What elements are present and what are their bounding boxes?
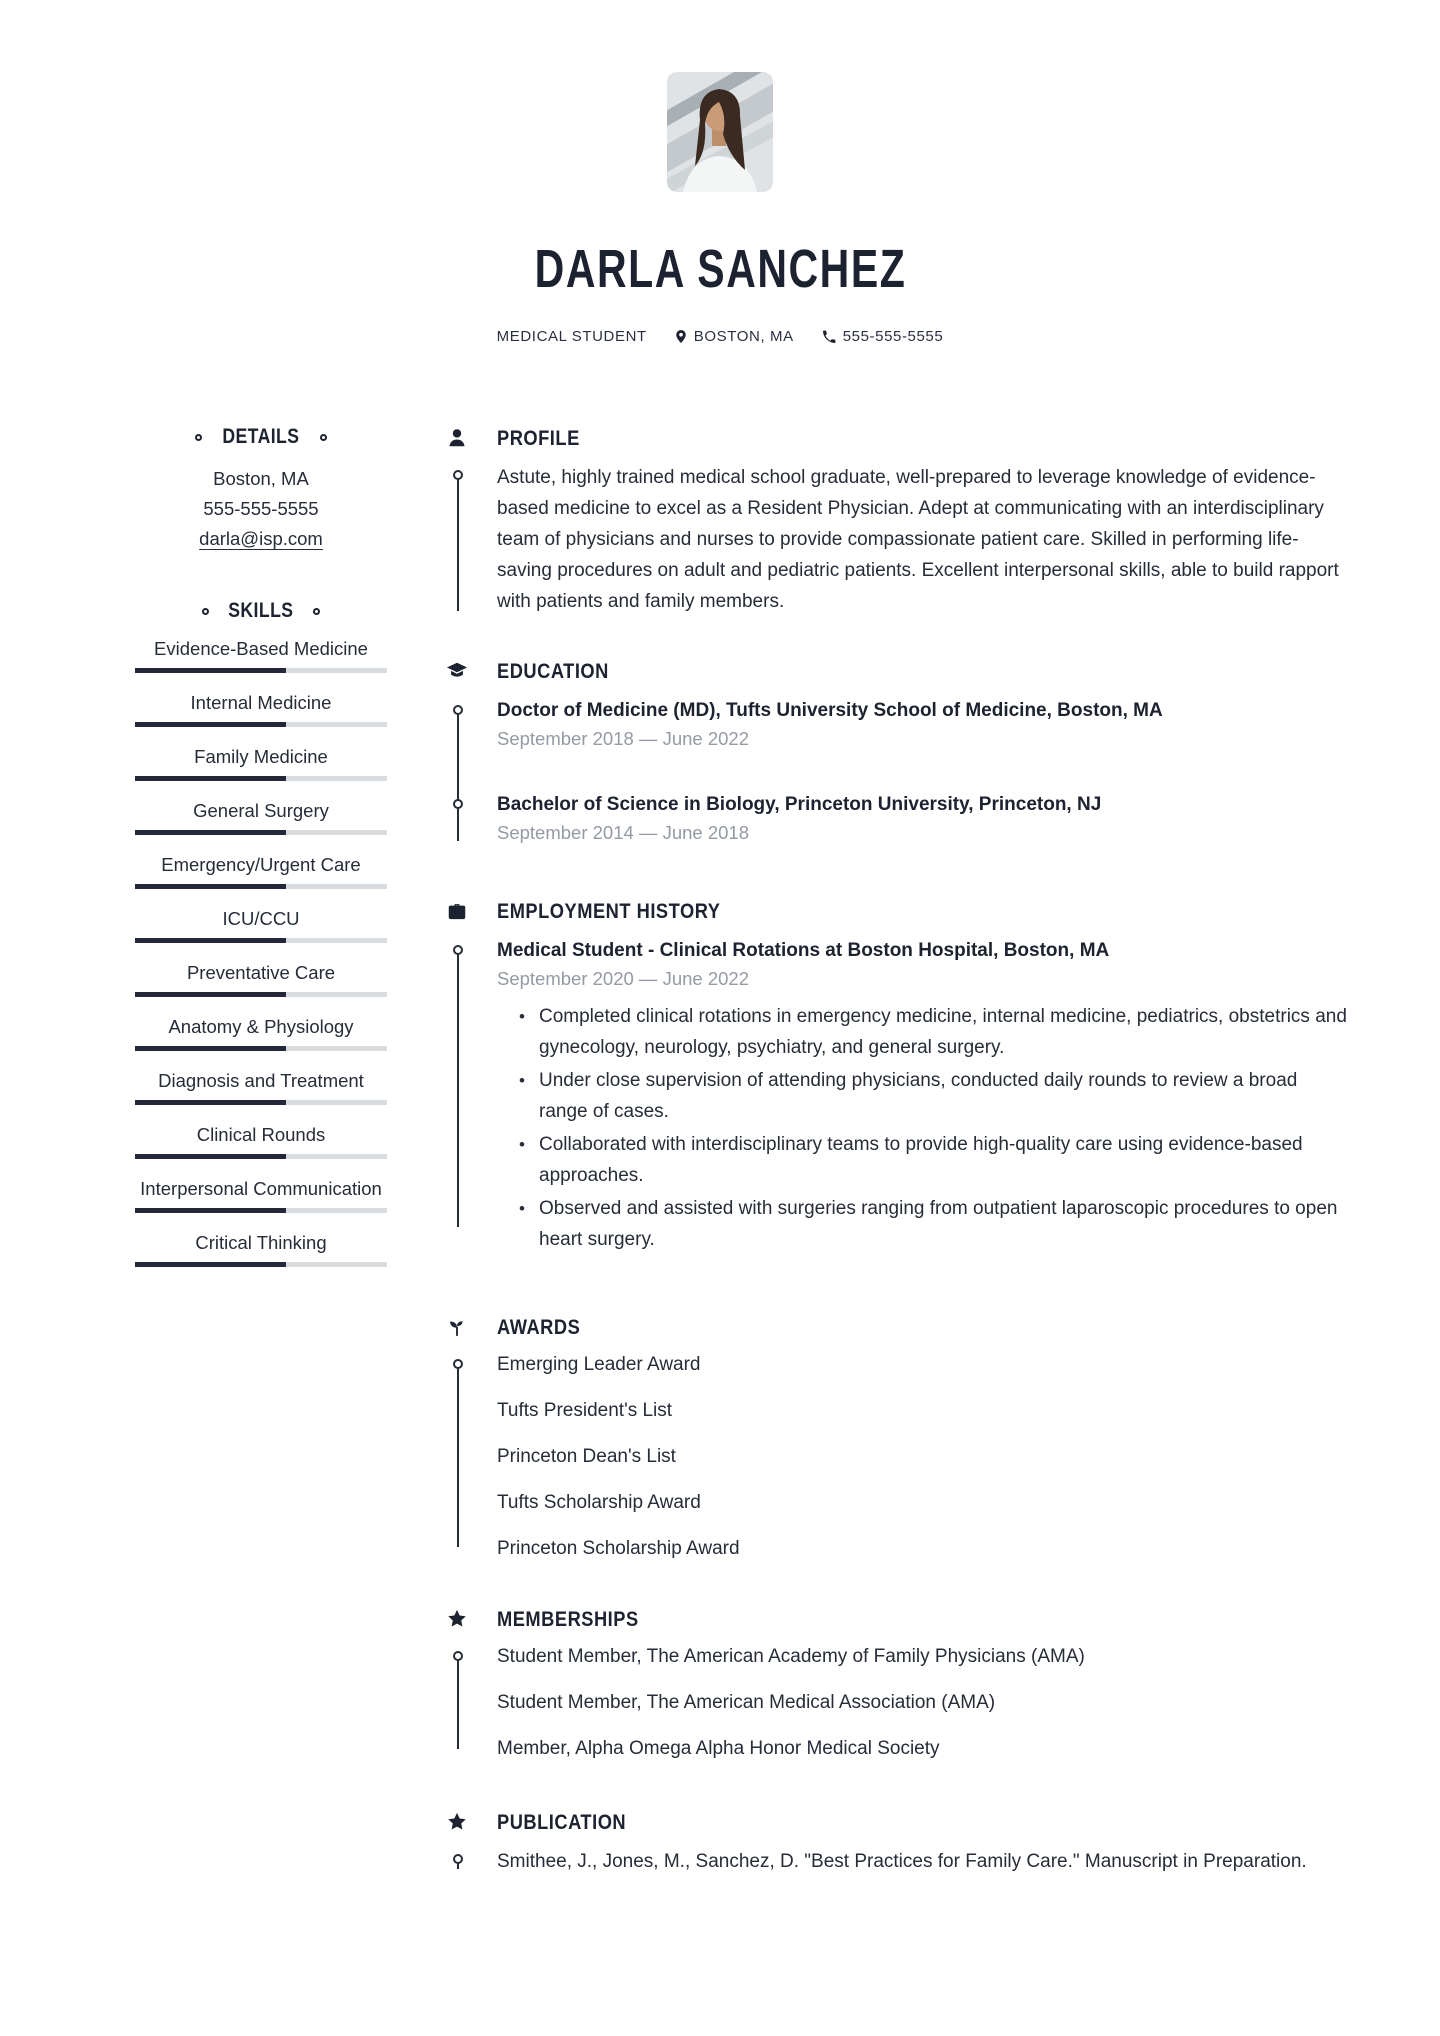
- skill-item: Diagnosis and Treatment: [100, 1070, 422, 1105]
- skill-item: Family Medicine: [100, 746, 422, 781]
- skill-bar: [135, 884, 387, 889]
- header-subtitle: [0, 328, 1440, 345]
- education-section: [445, 657, 1350, 847]
- role-label: MEDICAL STUDENT: [496, 328, 647, 345]
- skill-bar: [135, 992, 387, 997]
- bullet-item: • Under close supervision of attending physicians, conducted daily rounds to review a broad range of cases.: [539, 1065, 1350, 1127]
- skill-bar: [135, 668, 387, 673]
- ring-bullet-icon: [320, 434, 327, 441]
- publication-text: Smithee, J., Jones, M., Sanchez, D. "Best Practices for Family Care." Manuscript in Preparation.: [497, 1851, 1307, 1872]
- memberships-title: MEMBERSHIPS: [497, 1606, 639, 1631]
- skill-item: Emergency/Urgent Care: [100, 854, 422, 889]
- skill-bar: [135, 1046, 387, 1051]
- timeline-rail: [457, 1656, 459, 1749]
- skill-item: ICU/CCU: [100, 908, 422, 943]
- award-item: Emerging Leader Award: [497, 1351, 1350, 1379]
- education-entry: Bachelor of Science in Biology, Princeton University, Princeton, NJ September 2014 — June 2018: [497, 791, 1350, 847]
- candidate-name: DARLA SANCHEZ: [534, 239, 906, 299]
- award-item: Princeton Scholarship Award: [497, 1538, 740, 1559]
- skill-item: Clinical Rounds: [100, 1124, 422, 1159]
- award-item: Tufts President's List: [497, 1400, 673, 1421]
- page-title: [0, 238, 1440, 300]
- skill-bar: [135, 1262, 387, 1267]
- employment-section: [445, 897, 1350, 1255]
- briefcase-icon: [445, 900, 469, 922]
- skill-item: Critical Thinking: [100, 1232, 422, 1267]
- skill-bar: [135, 722, 387, 727]
- timeline-rail: [457, 1364, 459, 1547]
- details-title: DETAILS: [222, 425, 300, 448]
- awards-title: AWARDS: [497, 1314, 581, 1339]
- person-icon: [445, 427, 469, 449]
- location-label: BOSTON, MA: [693, 328, 794, 345]
- skill-bar: [135, 1154, 387, 1159]
- bullet-item: • Completed clinical rotations in emergency medicine, internal medicine, pediatrics, obstetrics and gynecology, neurology, psychiatry, and general surgery.: [539, 1001, 1350, 1063]
- employment-title: EMPLOYMENT HISTORY: [497, 898, 721, 923]
- resume-header: [0, 0, 1440, 345]
- sprout-icon: [445, 1316, 469, 1338]
- bullet-item: • Collaborated with interdisciplinary teams to provide high-quality care using evidence-based approaches.: [539, 1129, 1350, 1191]
- memberships-section: [445, 1605, 1350, 1763]
- profile-section: [445, 424, 1350, 617]
- ring-bullet-icon: [202, 608, 209, 615]
- sidebar: [100, 424, 422, 1286]
- awards-section: [445, 1313, 1350, 1563]
- award-item: Princeton Dean's List: [497, 1446, 676, 1467]
- skill-list: [100, 638, 422, 1267]
- bullet-item: • Observed and assisted with surgeries ranging from outpatient laparoscopic procedures to open heart surgery.: [539, 1193, 1350, 1255]
- timeline-marker: [497, 462, 1350, 617]
- details-location: Boston, MA: [213, 468, 309, 489]
- skill-item: Internal Medicine: [100, 692, 422, 727]
- skill-item: Anatomy & Physiology: [100, 1016, 422, 1051]
- details-phone: 555-555-5555: [203, 498, 319, 519]
- education-title: EDUCATION: [497, 658, 609, 683]
- employment-bullets: [539, 1001, 1350, 1255]
- profile-text: Astute, highly trained medical school graduate, well-prepared to leverage knowledge of evidence-based medicine to excel as a Resident Physician. Adept at communicating with an interdisciplinary team of physicians and nurses to provide compassionate patient care. Skilled in performing life-saving procedures on adult and pediatric patients. Excellent interpersonal skills, able to build rapport with patients and family members.: [497, 467, 1339, 612]
- timeline-rail: [457, 710, 459, 841]
- publication-title: PUBLICATION: [497, 1809, 627, 1834]
- skill-item: General Surgery: [100, 800, 422, 835]
- publication-entry: [497, 1846, 1350, 1877]
- skill-item: Evidence-Based Medicine: [100, 638, 422, 673]
- timeline-rail: [457, 950, 459, 1227]
- location-pin-icon: [675, 329, 687, 344]
- skill-item: Interpersonal Communication: [100, 1178, 422, 1213]
- skills-section: [100, 598, 422, 1267]
- star-icon: [445, 1811, 469, 1833]
- graduation-cap-icon: [445, 660, 469, 682]
- phone-icon: [822, 330, 836, 344]
- star-icon: [445, 1608, 469, 1630]
- timeline-rail: [457, 475, 459, 611]
- skill-bar: [135, 1208, 387, 1213]
- ring-bullet-icon: [195, 434, 202, 441]
- education-entry: Doctor of Medicine (MD), Tufts University School of Medicine, Boston, MA September 2018 — June 2022: [497, 697, 1350, 753]
- profile-photo: [667, 72, 773, 192]
- skills-title: SKILLS: [228, 599, 294, 622]
- email-link[interactable]: darla@isp.com: [199, 528, 323, 549]
- details-section: [100, 424, 422, 554]
- award-item: Tufts Scholarship Award: [497, 1492, 701, 1513]
- details-header: [100, 424, 422, 450]
- skills-header: [100, 598, 422, 624]
- membership-item: Member, Alpha Omega Alpha Honor Medical Society: [497, 1738, 940, 1759]
- skill-bar: [135, 776, 387, 781]
- skill-item: Preventative Care: [100, 962, 422, 997]
- profile-title: PROFILE: [497, 425, 580, 450]
- portrait-photo-illustration: [667, 72, 773, 192]
- membership-item: Student Member, The American Medical Association (AMA): [497, 1692, 996, 1713]
- skill-bar: [135, 1100, 387, 1105]
- skill-bar: [135, 938, 387, 943]
- publication-section: [445, 1808, 1350, 1877]
- employment-entry: Medical Student - Clinical Rotations at Boston Hospital, Boston, MA September 2020 — June 2022 • Completed clinical rotations in emergency medicine, internal medicine, pediatrics, obstetrics and gynecology, neurology, psychiatry, and general surgery. • Under close supervision of attending physicians, conducted daily rounds to review a broad range of cases. • Collaborated with interdisciplinary teams to provide high-quality care using evidence-based approaches. • Observed and assisted with surgeries ranging from outpatient laparoscopic procedures to open heart surgery.: [497, 937, 1350, 1255]
- skill-bar: [135, 830, 387, 835]
- main-column: [445, 424, 1350, 1877]
- phone-label: 555-555-5555: [842, 328, 944, 345]
- membership-item: Student Member, The American Academy of Family Physicians (AMA): [497, 1643, 1350, 1671]
- ring-bullet-icon: [313, 608, 320, 615]
